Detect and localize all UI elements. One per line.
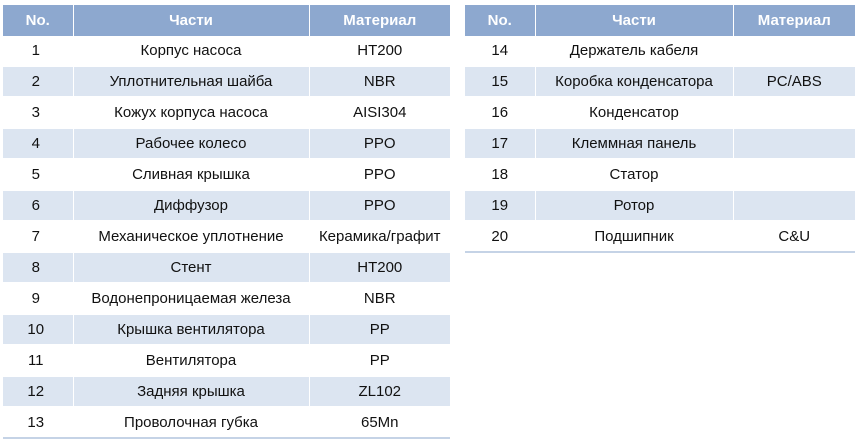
cell-material: 65Mn	[309, 407, 450, 438]
table-row	[3, 97, 450, 128]
table-row	[3, 407, 450, 438]
cell-no: 6	[3, 190, 73, 221]
cell-no: 2	[3, 66, 73, 97]
cell-part: Кожух корпуса насоса	[73, 97, 309, 128]
cell-part: Конденсатор	[535, 97, 733, 128]
table-row	[3, 159, 450, 190]
cell-part: Клеммная панель	[535, 128, 733, 159]
cell-material: HT200	[309, 252, 450, 283]
cell-no: 9	[3, 283, 73, 314]
cell-part: Крышка вентилятора	[73, 314, 309, 345]
cell-material	[733, 159, 855, 190]
cell-material: C&U	[733, 221, 855, 252]
table-row	[3, 283, 450, 314]
cell-part: Ротор	[535, 190, 733, 221]
table-row	[465, 36, 855, 66]
table-row	[3, 128, 450, 159]
table-row	[3, 376, 450, 407]
cell-material: PP	[309, 345, 450, 376]
cell-part: Коробка конденсатора	[535, 66, 733, 97]
cell-part: Механическое уплотнение	[73, 221, 309, 252]
table-row	[3, 345, 450, 376]
cell-no: 1	[3, 36, 73, 66]
parts-table-left	[3, 5, 450, 439]
cell-material: HT200	[309, 36, 450, 66]
cell-part: Стент	[73, 252, 309, 283]
table-row	[465, 66, 855, 97]
cell-material: AISI304	[309, 97, 450, 128]
cell-part: Подшипник	[535, 221, 733, 252]
cell-no: 15	[465, 66, 535, 97]
cell-part: Водонепроницаемая железа	[73, 283, 309, 314]
header-material: Материал	[733, 5, 855, 36]
cell-no: 20	[465, 221, 535, 252]
cell-no: 14	[465, 36, 535, 66]
header-part: Части	[535, 5, 733, 36]
cell-part: Рабочее колесо	[73, 128, 309, 159]
cell-no: 3	[3, 97, 73, 128]
cell-material: NBR	[309, 283, 450, 314]
table-row	[3, 221, 450, 252]
cell-no: 5	[3, 159, 73, 190]
table-row	[465, 159, 855, 190]
cell-part: Держатель кабеля	[535, 36, 733, 66]
header-no: No.	[465, 5, 535, 36]
cell-part: Проволочная губка	[73, 407, 309, 438]
cell-no: 8	[3, 252, 73, 283]
table-row	[3, 190, 450, 221]
cell-material	[733, 128, 855, 159]
cell-part: Корпус насоса	[73, 36, 309, 66]
header-material: Материал	[309, 5, 450, 36]
cell-no: 12	[3, 376, 73, 407]
cell-material: PP	[309, 314, 450, 345]
cell-no: 11	[3, 345, 73, 376]
table-row	[465, 190, 855, 221]
cell-part: Вентилятора	[73, 345, 309, 376]
cell-material	[733, 97, 855, 128]
cell-part: Задняя крышка	[73, 376, 309, 407]
cell-no: 7	[3, 221, 73, 252]
cell-no: 16	[465, 97, 535, 128]
table-row	[465, 128, 855, 159]
parts-table-right	[465, 5, 855, 253]
header-part: Части	[73, 5, 309, 36]
cell-no: 10	[3, 314, 73, 345]
cell-part: Диффузор	[73, 190, 309, 221]
table-row	[3, 36, 450, 66]
cell-material: ZL102	[309, 376, 450, 407]
table-row	[465, 97, 855, 128]
cell-material: NBR	[309, 66, 450, 97]
cell-material	[733, 36, 855, 66]
cell-material: PPO	[309, 159, 450, 190]
cell-no: 19	[465, 190, 535, 221]
cell-no: 4	[3, 128, 73, 159]
header-row	[465, 5, 855, 36]
header-row	[3, 5, 450, 36]
cell-part: Статор	[535, 159, 733, 190]
table-row	[465, 221, 855, 252]
cell-material: PC/ABS	[733, 66, 855, 97]
cell-no: 13	[3, 407, 73, 438]
cell-material: PPO	[309, 128, 450, 159]
header-no: No.	[3, 5, 73, 36]
cell-no: 18	[465, 159, 535, 190]
cell-material	[733, 190, 855, 221]
cell-part: Уплотнительная шайба	[73, 66, 309, 97]
cell-material: Керамика/графит	[309, 221, 450, 252]
cell-material: PPO	[309, 190, 450, 221]
table-row	[3, 314, 450, 345]
cell-part: Сливная крышка	[73, 159, 309, 190]
table-row	[3, 66, 450, 97]
cell-no: 17	[465, 128, 535, 159]
table-row	[3, 252, 450, 283]
